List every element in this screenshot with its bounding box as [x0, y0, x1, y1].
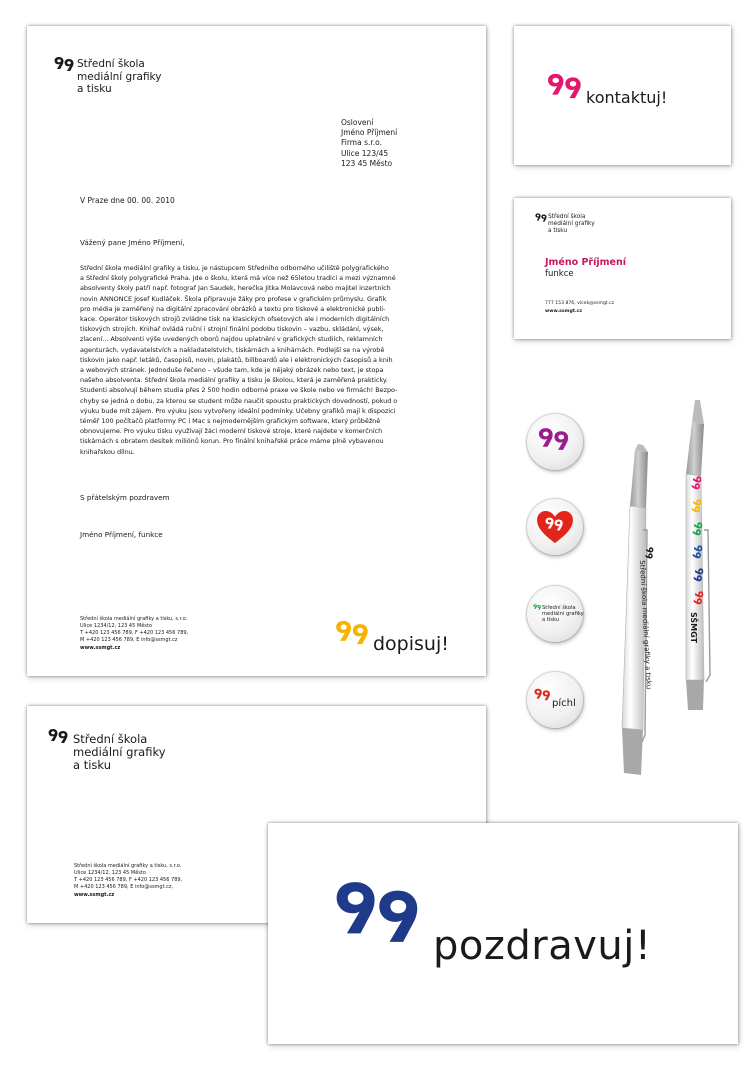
school-name-line: Střední škola [542, 605, 576, 611]
school-name-line: a tisku [548, 228, 568, 234]
pens-illustration [600, 380, 750, 780]
school-name-line: a tisku [542, 617, 560, 624]
school-logo-icon [644, 547, 654, 561]
letter-salutation: Vážený pane Jméno Příjmení, [80, 238, 185, 247]
recipient-address: Oslovení Jméno Příjmení Firma s.r.o. Ulice 123/45 123 45 Město [341, 118, 398, 168]
badge-logo-purple [527, 414, 583, 470]
pen-logo-icon [693, 568, 704, 583]
badge-school-name [527, 586, 583, 642]
school-logo-icon [335, 620, 372, 645]
school-name-line: Střední škola [548, 214, 586, 220]
business-card [514, 198, 731, 339]
school-logo-icon [547, 73, 585, 99]
letter-body: Střední škola mediální grafiky a tisku, je nástupcem Středního odborného učiliště polygrafického a Střední školy polygrafické Praha. Jde o školu, která má více než 65letou tradici a mezi významné absolventy školy patří např. fotograf Jan Saudek, herečka Jitka Molavcová nebo majitel inzertních novin ANNONCE Josef Kudláček. Škola připravuje žáky pro profese v grafickém průmyslu. Grafik pro média je zaměřený na digitální zpracování obrázků a textu pro tiskové a elektronické publi- kace. Operátor tiskových strojů zvládne tisk na klasických ofsetových ale i moderních digitálních tiskových strojích. Knihař ovládá ruční i strojní finální podobu tiskovin – vazbu, skládání, výsek, zlacení... Absolventi výše uvedených oborů najdou uplatnění v grafických studiích, reklamních agenturách, vydavatelstvích a nakladatelstvích, tiskárnách a knihárnách. Podlejší se na výrobě tiskovin jako např. letáků, časopisů, novin, plakátů, billboardů ale i elektronických časopisů a knih a webových stránek. Jednoduše řečeno – všude tam, kde je nějaký obrázek nebo text, je stopa našeho absolventa. Střední škola mediální grafiky a tisku je školou, která je zaměřená prakticky. Studenti absolvují během studia přes 2 500 hodin odborné praxe ve škole nebo ve firmách! Bezpo- chyby se jedná o dobu, za kterou se student může naučit spoustu praktických dovedností, pokud o výuku bude mít zájem. Pro výuku jsou vytvořeny ideální podmínky. Učebny grafiků mají k dispozici téměř 100 počítačů platformy PC i Mac s nejmodernějším grafickým software, který průběžně obnovujeme. Pro výuku tisku využívají žáci moderní tiskové stroje, které najdete v komerčních tiskárnách s obratem desítek miliónů korun. Pro finální knihařské práce máme plně vybavenou knihařskou dílnu. [80, 264, 398, 456]
school-logo-icon [48, 728, 70, 744]
school-logo-icon [334, 880, 428, 944]
card-web: www.ssmgt.cz [545, 309, 583, 314]
letter-footer-web: www.ssmgt.cz [80, 645, 121, 651]
person-role: funkce [545, 269, 574, 279]
letter-footer-address: Střední škola mediální grafiky a tisku, s.r.o. Ulice 1234/12, 123 45 Město T +420 123 456 789, F +420 123 456 789, M +420 123 456 789, E info@ssmgt.cz [80, 616, 189, 643]
card-contact: 777 153 876, vlcek@ssmgt.cz [545, 301, 615, 306]
school-name [77, 58, 161, 96]
contact-slogan: kontaktuj! [586, 88, 668, 107]
school-logo-icon [535, 213, 548, 222]
school-name-line: a tisku [73, 758, 111, 772]
person-name: Jméno Příjmení [545, 257, 626, 268]
pen-logo-icon [693, 591, 704, 606]
letter-closing: S přátelským pozdravem [80, 493, 170, 502]
envelope-footer-web: www.ssmgt.cz [74, 892, 115, 898]
school-name-line: Střední škola [77, 58, 145, 70]
pen-left-text: Střední škola mediální grafiky a tisku [638, 560, 653, 690]
pen-logo-icon [692, 522, 703, 537]
school-logo-icon [545, 517, 565, 531]
school-name-line: a tisku [77, 83, 112, 95]
badge-heart [527, 499, 583, 555]
pen-logo-icon [691, 499, 702, 514]
letter-date: V Praze dne 00. 00. 2010 [80, 196, 175, 205]
school-name [73, 733, 166, 772]
school-name-line: mediální grafiky [73, 745, 166, 759]
badge-slogan: píchl [552, 698, 576, 709]
poster [268, 823, 738, 1044]
school-logo-icon [534, 688, 552, 701]
poster-slogan: pozdravuj! [433, 923, 652, 969]
pen-logo-icon [691, 476, 702, 491]
pen-logo-icon [692, 545, 703, 560]
pen-right-text: SŠMGT [689, 612, 698, 644]
school-name-line: mediální grafiky [77, 70, 162, 83]
letter-signature: Jméno Příjmení, funkce [80, 530, 163, 539]
school-logo-icon [538, 427, 572, 451]
letterhead [27, 26, 486, 676]
school-name [548, 214, 595, 235]
letter-slogan: dopisuj! [373, 633, 449, 655]
school-name [542, 605, 584, 624]
envelope-footer-address: Střední škola mediální grafiky a tisku, s.r.o. Ulice 1234/12, 123 45 Město T +420 123 456 789, F +420 123 456 789, M +420 123 456 789, E info@ssmgt.cz, [74, 863, 183, 890]
badge-pich [527, 672, 583, 728]
school-name-line: Střední škola [73, 732, 148, 746]
school-name-line: mediální grafiky [542, 611, 584, 618]
school-logo-icon [54, 56, 76, 72]
school-name-line: mediální grafiky [548, 221, 595, 227]
contact-card [514, 26, 731, 165]
school-logo-icon [533, 604, 542, 610]
